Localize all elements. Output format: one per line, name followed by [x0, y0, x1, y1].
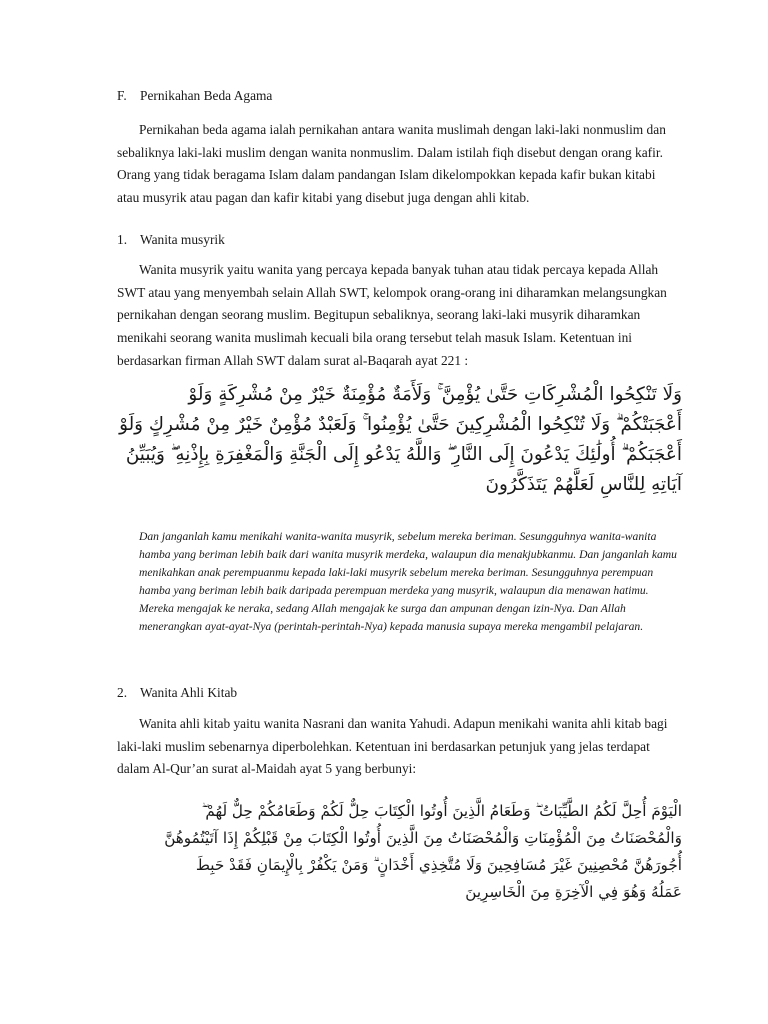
verse-line: وَلَا تَنْكِحُوا الْمُشْرِكَاتِ حَتَّىٰ يُؤْمِنَّ ۚ وَلَأَمَةٌ مُؤْمِنَةٌ خَيْرٌ مِنْ مُشْرِكَةٍ وَلَوْ [188, 384, 682, 405]
verse-line: الْيَوْمَ أُحِلَّ لَكُمُ الطَّيِّبَاتُ ۖ وَطَعَامُ الَّذِينَ أُوتُوا الْكِتَابَ حِلٌّ لَكُمْ وَطَعَامُكُمْ حِلٌّ لَهُمْ ۖ [201, 802, 682, 820]
subsection-2-heading [117, 682, 677, 705]
verse-line: أُجُورَهُنَّ مُحْصِنِينَ غَيْرَ مُسَافِحِينَ وَلَا مُتَّخِذِي أَخْدَانٍ ۗ وَمَنْ يَكْفُرْ بِالْإِيمَانِ فَقَدْ حَبِطَ [195, 856, 682, 874]
section-title: Pernikahan Beda Agama [140, 88, 273, 103]
verse-line: آيَاتِهِ لِلنَّاسِ لَعَلَّهُمْ يَتَذَكَّرُونَ [485, 474, 682, 495]
intro-paragraph: Pernikahan beda agama ialah pernikahan antara wanita muslimah dengan laki-laki nonmuslim dan sebaliknya laki-laki muslim dengan wanita nonmuslim. Dalam istilah fiqh disebut dengan orang kafir. Orang yang tidak beragama Islam dalam pandangan Islam dikelompokkan kepada kafir bukan kitabi atau musyrik atau pagan dan kafir kitabi yang disebut juga dengan ahli kitab. [117, 122, 666, 206]
subsection-2-title: Wanita Ahli Kitab [140, 685, 238, 700]
subsection-1-paragraph: Wanita musyrik yaitu wanita yang percaya kepada banyak tuhan atau tidak percaya kepada Allah SWT atau yang menyembah selain Allah SWT, kelompok orang-orang ini diharamkan melangsungkan pernikahan dengan seorang muslim. Begitupun sebaliknya, seorang laki-laki musyrik diharamkan menikahi seorang wanita muslimah kecuali bila orang tersebut telah masuk Islam. Ketentuan ini berdasarkan firman Allah SWT dalam surat al-Baqarah ayat 221 : [117, 262, 667, 368]
section-letter: F. [117, 88, 127, 103]
verse-line: أَعْجَبَكُمْ ۗ أُولَٰئِكَ يَدْعُونَ إِلَى النَّارِ ۖ وَاللَّهُ يَدْعُو إِلَى الْجَنَّةِ وَالْمَغْفِرَةِ بِإِذْنِهِ ۖ وَيُبَيِّنُ [125, 444, 682, 465]
verse-line: عَمَلُهُ وَهُوَ فِي الْآخِرَةِ مِنَ الْخَاسِرِينَ [465, 883, 682, 901]
subsection-1-title: Wanita musyrik [140, 232, 225, 247]
subsection-1-number: 1. [117, 232, 128, 247]
verse-line: أَعْجَبَتْكُمْ ۗ وَلَا تُنْكِحُوا الْمُشْرِكِينَ حَتَّىٰ يُؤْمِنُوا ۚ وَلَعَبْدٌ مُؤْمِنٌ خَيْرٌ مِنْ مُشْرِكٍ وَلَوْ [119, 414, 682, 435]
verse-line: وَالْمُحْصَنَاتُ مِنَ الْمُؤْمِنَاتِ وَالْمُحْصَنَاتُ مِنَ الَّذِينَ أُوتُوا الْكِتَابَ مِنْ قَبْلِكُمْ إِذَا آتَيْتُمُوهُنَّ [164, 829, 682, 847]
subsection-2-number: 2. [117, 685, 128, 700]
verse-translation: Dan janganlah kamu menikahi wanita-wanita musyrik, sebelum mereka beriman. Sesungguhnya wanita-wanita hamba yang beriman lebih baik dari wanita musyrik merdeka, walaupun dia menakjubkanmu. Dan janganlah kamu menikahkan anak perempuanmu kepada laki-laki musyrik sebelum mereka beriman. Sesungguhnya perempuan hamba yang beriman lebih baik daripada perempuan merdeka yang musyrik, walaupun dia menawan hatimu. Mereka mengajak ke neraka, sedang Allah mengajak ke surga dan ampunan dengan izin-Nya. Dan Allah menerangkan ayat-ayat-Nya (perintah-perintah-Nya) kepada manusia supaya mereka mengambil pelajaran. [139, 530, 677, 633]
subsection-2-paragraph: Wanita ahli kitab yaitu wanita Nasrani dan wanita Yahudi. Adapun menikahi wanita ahli kitab bagi laki-laki muslim sebenarnya diperbolehkan. Ketentuan ini berdasarkan petunjuk yang jelas terdapat dalam Al-Qur’an surat al-Maidah ayat 5 yang berbunyi: [117, 716, 668, 777]
subsection-1-heading [117, 229, 677, 252]
section-heading [117, 85, 677, 108]
